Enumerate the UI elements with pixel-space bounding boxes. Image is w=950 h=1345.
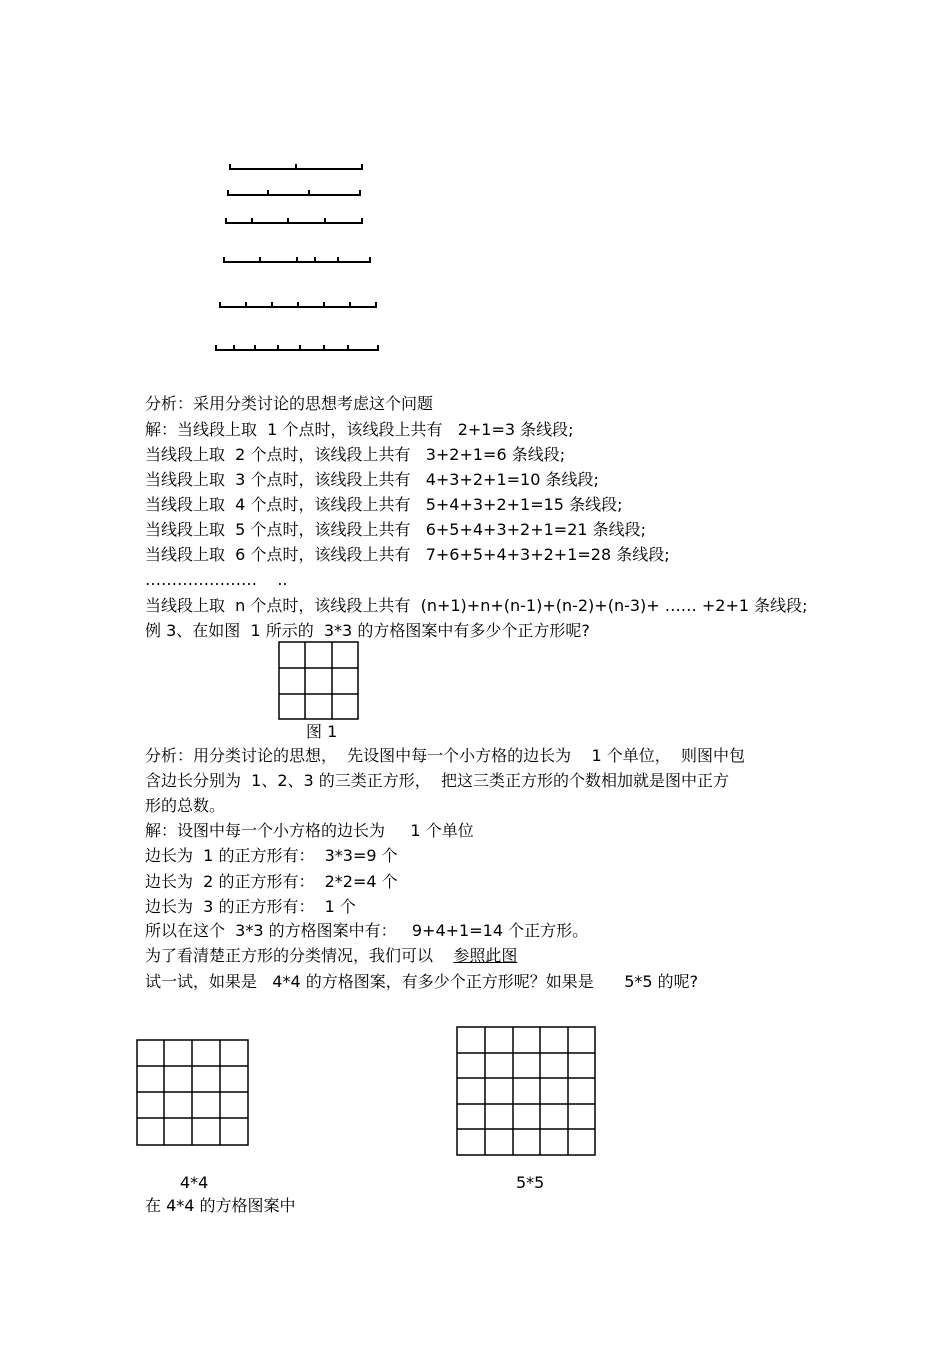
grid-4x4-figure [137, 1040, 248, 1145]
solution-2-line-5: 所以在这个 3*3 的方格图案中有： 9+4+1=14 个正方形。 [145, 921, 589, 940]
reference-link[interactable]: 参照此图 [453, 946, 518, 965]
grid-5x5-figure [457, 1027, 595, 1155]
analysis-1: 分析：采用分类讨论的思想考虑这个问题 [145, 394, 434, 413]
analysis-2-line-2: 含边长分别为 1、2、3 的三类正方形， 把这三类正方形的个数相加就是图中正方 [145, 771, 729, 790]
reference-text: 为了看清楚正方形的分类情况，我们可以 [145, 946, 454, 965]
solution-line-3: 当线段上取 3 个点时，该线段上共有 4+3+2+1=10 条线段; [145, 470, 599, 489]
solution-2-line-3: 边长为 2 的正方形有： 2*2=4 个 [145, 872, 398, 891]
last-line: 在 4*4 的方格图案中 [145, 1196, 296, 1215]
segment-diagram [0, 0, 950, 380]
grid-5x5-caption: 5*5 [516, 1173, 545, 1192]
segment-row-1 [230, 164, 362, 170]
solution-2-line-4: 边长为 3 的正方形有： 1 个 [145, 897, 356, 916]
segment-row-5 [220, 302, 376, 308]
analysis-2-line-3: 形的总数。 [145, 796, 226, 815]
segment-row-6 [216, 345, 378, 351]
solution-line-5: 当线段上取 5 个点时，该线段上共有 6+5+4+3+2+1=21 条线段; [145, 520, 647, 539]
analysis-2-line-1: 分析：用分类讨论的思想， 先设图中每一个小方格的边长为 1 个单位， 则图中包 [145, 746, 745, 765]
reference-line [145, 946, 517, 966]
solution-line-1: 解：当线段上取 1 个点时，该线段上共有 2+1=3 条线段; [145, 420, 574, 439]
ellipsis-line: ………………… .. [145, 570, 288, 589]
try-it-line: 试一试，如果是 4*4 的方格图案，有多少个正方形呢？如果是 5*5 的呢? [145, 972, 699, 991]
segment-row-3 [226, 218, 362, 224]
example-3: 例 3、在如图 1 所示的 3*3 的方格图案中有多少个正方形呢? [145, 621, 590, 640]
solution-2-line-1: 解：设图中每一个小方格的边长为 1 个单位 [145, 821, 474, 840]
segment-row-2 [228, 190, 360, 196]
solution-line-6: 当线段上取 6 个点时，该线段上共有 7+6+5+4+3+2+1=28 条线段; [145, 545, 670, 564]
solution-line-2: 当线段上取 2 个点时，该线段上共有 3+2+1=6 条线段; [145, 445, 566, 464]
grid-4x4-caption: 4*4 [180, 1173, 209, 1192]
solution-line-4: 当线段上取 4 个点时，该线段上共有 5+4+3+2+1=15 条线段; [145, 495, 623, 514]
figure-1-caption: 图 1 [306, 722, 338, 741]
solution-2-line-2: 边长为 1 的正方形有： 3*3=9 个 [145, 846, 398, 865]
segment-row-4 [224, 257, 370, 263]
general-formula: 当线段上取 n 个点时，该线段上共有 (n+1)+n+(n-1)+(n-2)+(n-3)+ …… +2+1 条线段; [145, 596, 808, 615]
